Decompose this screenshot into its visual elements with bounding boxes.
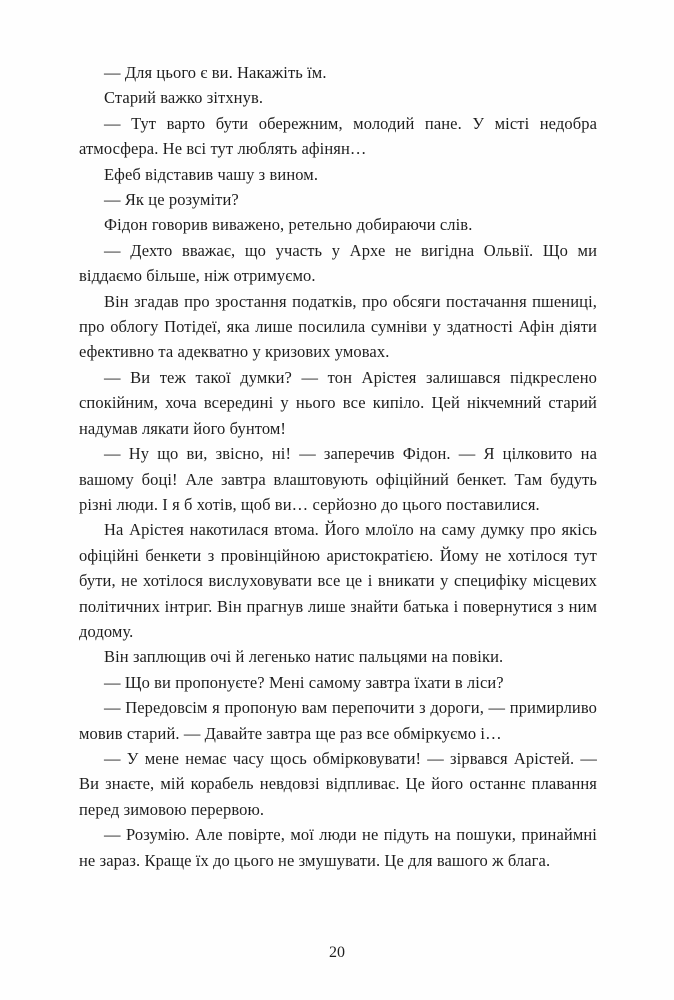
paragraph: На Арістея накотилася втома. Його млоїло на саму думку про якісь офіційні бенкети з провінційною аристократією. Йому не хотілося тут бути, не хотілося вислуховувати все це і вникати у специфіку місцевих політичних інтриг. Він прагнув лише знайти батька і повернутися з ним додому. [79, 520, 597, 641]
paragraph: Старий важко зітхнув. [104, 88, 264, 108]
paragraph: — Ви теж такої думки? — тон Арістея залишався підкреслено спокійним, хоча всередині у нього все кипіло. Цей нікчемний старий надумав лякати його бунтом! [79, 367, 597, 438]
paragraph: Ефеб відставив чашу з вином. [104, 164, 319, 184]
paragraph: — У мене немає часу щось обмірковувати! — зірвався Арістей. — Ви знаєте, мій корабель невдовзі відпливає. Це його останнє плавання перед зимовою перервою. [79, 748, 597, 819]
paragraph: Він згадав про зростання податків, про обсяги постачання пшениці, про облогу Потідеї, яка лише посилила сумніви у здатності Афін діяти ефективно та адекватно у кризових умовах. [79, 291, 597, 362]
paragraph: — Ну що ви, звісно, ні! — заперечив Фідон. — Я цілковито на вашому боці! Але завтра влаштовують офіційний бенкет. Там будуть різні люди. І я б хотів, щоб ви… серйозно до цього поставилися. [79, 444, 597, 514]
page-number: 20 [329, 944, 345, 961]
paragraph: Фідон говорив виважено, ретельно добираючи слів. [104, 215, 473, 235]
paragraph: — Що ви пропонуєте? Мені самому завтра їхати в ліси? [104, 672, 504, 692]
paragraph: — Розумію. Але повірте, мої люди не підуть на пошуки, принаймні не зараз. Краще їх до цього не змушувати. Це для вашого ж блага. [79, 825, 597, 870]
paragraph: — Тут варто бути обережним, молодий пане. У місті недобра атмосфера. Не всі тут люблять афінян… [79, 113, 597, 159]
paragraph: — Для цього є ви. Накажіть їм. [104, 63, 327, 82]
paragraph: — Дехто вважає, що участь у Архе не вигідна Ольвії. Що ми віддаємо більше, ніж отримуємо. [79, 240, 597, 286]
paragraph: — Як це розуміти? [104, 190, 239, 210]
paragraph: — Передовсім я пропоную вам перепочити з дороги, — примирливо мовив старий. — Давайте завтра ще раз все обміркуємо і… [79, 698, 597, 743]
paragraph: Він заплющив очі й легенько натис пальцями на повіки. [104, 647, 504, 667]
text-block [79, 60, 597, 873]
